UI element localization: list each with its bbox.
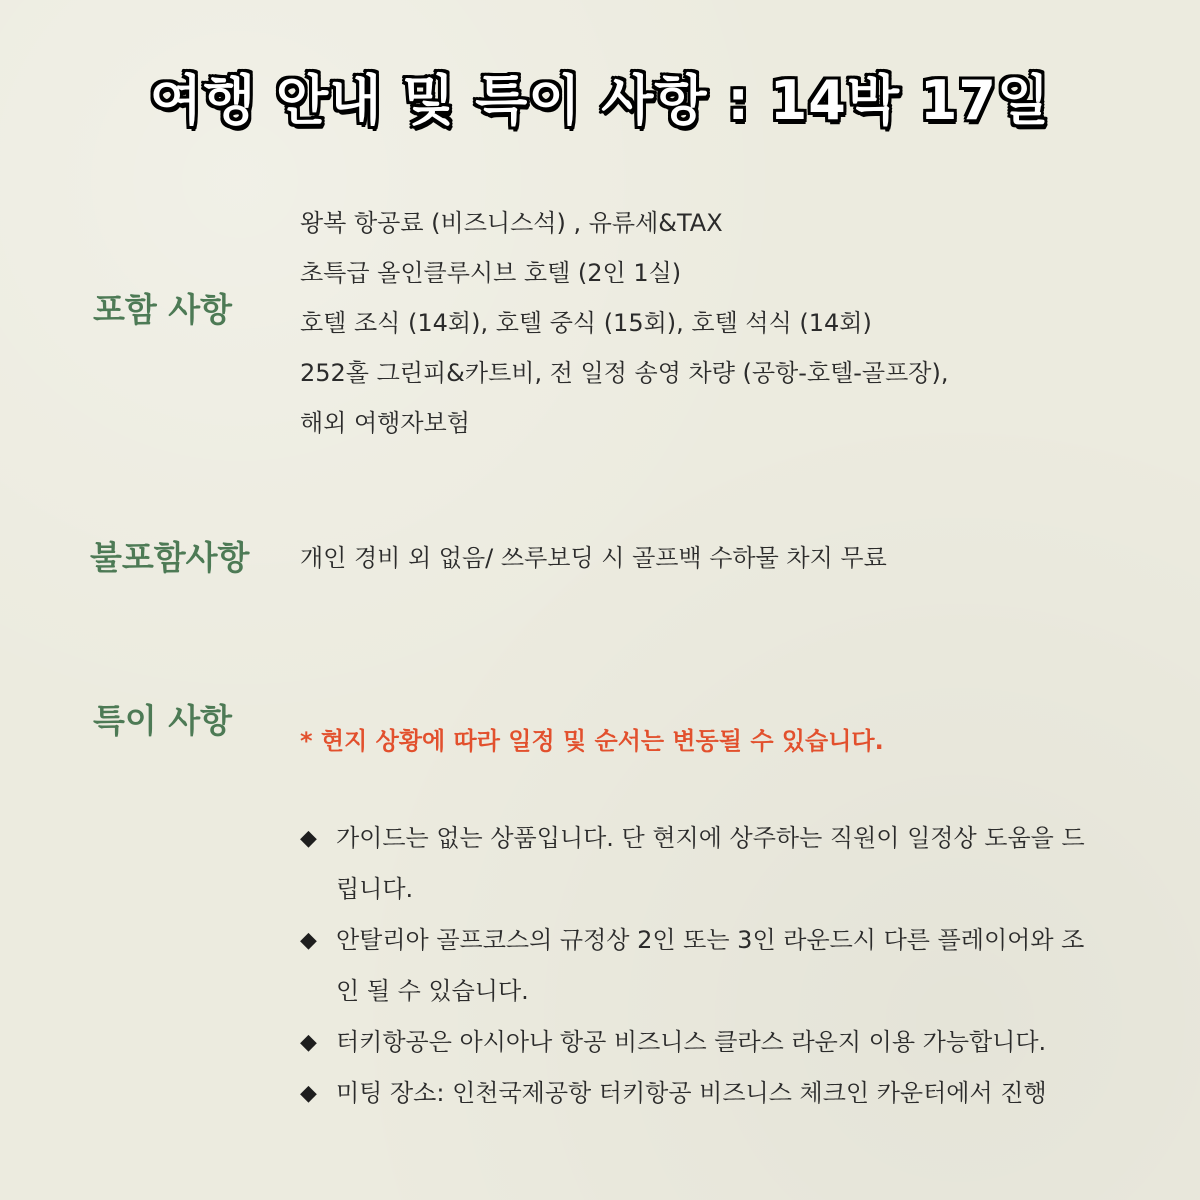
special-notes-list [300, 813, 1180, 1119]
included-item: 해외 여행자보험 [300, 409, 470, 437]
note-text: 가이드는 없는 상품입니다. 단 현지에 상주하는 직원이 일정상 도움을 드립니다. [336, 824, 1085, 903]
diamond-bullet-icon: ◆ [300, 1081, 317, 1106]
note-item [300, 1068, 1180, 1119]
note-text: 안탈리아 골프코스의 규정상 2인 또는 3인 라운드시 다른 플레이어와 조인 될 수 있습니다. [336, 926, 1085, 1005]
included-item: 초특급 올인클루시브 호텔 (2인 1실) [300, 259, 682, 287]
note-item [300, 915, 1180, 1017]
included-section-label: 포함 사항 [93, 290, 233, 329]
note-item [300, 813, 1180, 915]
diamond-bullet-icon: ◆ [300, 1030, 317, 1055]
note-item [300, 1017, 1180, 1068]
excluded-section-label: 불포함사항 [90, 538, 250, 577]
page-title: 여행 안내 및 특이 사항 : 14박 17일 [149, 69, 1051, 132]
included-item: 252홀 그린피&카트비, 전 일정 송영 차량 (공항-호텔-골프장), [300, 359, 949, 387]
note-text: 터키항공은 아시아나 항공 비즈니스 클라스 라운지 이용 가능합니다. [336, 1028, 1047, 1056]
diamond-bullet-icon: ◆ [300, 826, 317, 851]
included-item: 왕복 항공료 (비즈니스석) , 유류세&TAX [300, 209, 723, 237]
schedule-change-notice: * 현지 상황에 따라 일정 및 순서는 변동될 수 있습니다. [300, 727, 884, 755]
note-text: 미팅 장소: 인천국제공항 터키항공 비즈니스 체크인 카운터에서 진행 [336, 1079, 1047, 1107]
included-item: 호텔 조식 (14회), 호텔 중식 (15회), 호텔 석식 (14회) [300, 309, 872, 337]
diamond-bullet-icon: ◆ [300, 928, 317, 953]
excluded-text: 개인 경비 외 없음/ 쓰루보딩 시 골프백 수하물 차지 무료 [300, 544, 887, 572]
included-list [300, 198, 948, 448]
special-section-label: 특이 사항 [93, 701, 233, 740]
